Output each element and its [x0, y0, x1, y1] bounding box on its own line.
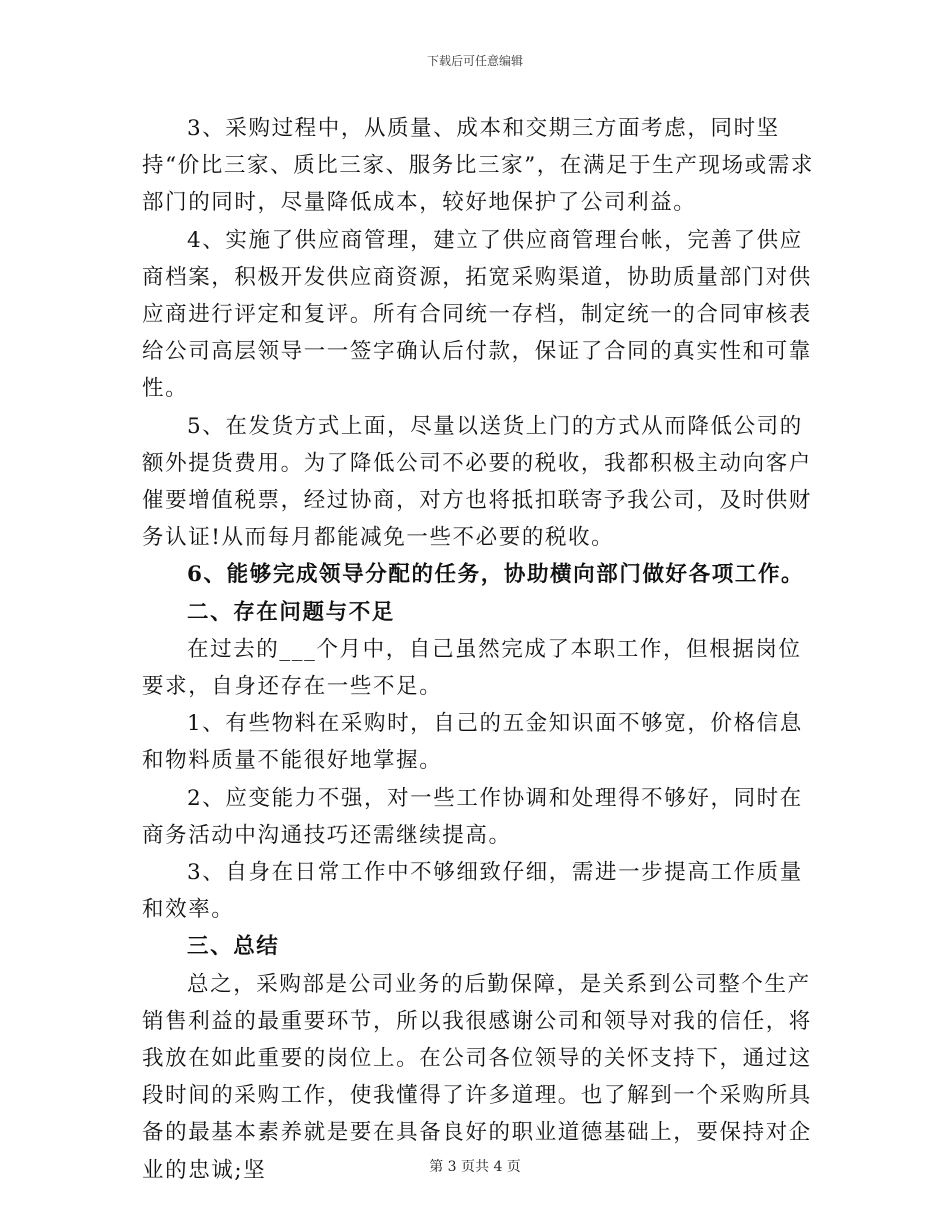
paragraph-complete-tasks: 6、能够完成领导分配的任务，协助横向部门做好各项工作。 — [187, 562, 805, 588]
paragraph-problem-2: 2、应变能力不强，对一些工作协调和处理得不够好，同时在商务活动中沟通技巧还需继续提高。 — [142, 785, 803, 848]
paragraph-procurement-process: 3、采购过程中，从质量、成本和交期三方面考虑，同时坚持“价比三家、质比三家、服务比三家”，在满足于生产现场或需求部门的同时，尽量降低成本，较好地保护了公司利益。 — [142, 116, 814, 216]
paragraph-supplier-management: 4、实施了供应商管理，建立了供应商管理台帐，完善了供应商档案，积极开发供应商资源，拓宽采购渠道，协助质量部门对供应商进行评定和复评。所有合同统一存档，制定统一的合同审核表给公司高层领导一一签字确认后付款，保证了合同的真实性和可靠性。 — [142, 227, 812, 402]
paragraph-delivery-method: 5、在发货方式上面，尽量以送货上门的方式从而降低公司的额外提货费用。为了降低公司不必要的税收，我都积极主动向客户催要增值税票，经过协商，对方也将抵扣联寄予我公司，及时供财务认证!从而每月都能减免一些不必要的税收。 — [142, 413, 812, 551]
document-body — [142, 110, 822, 1189]
page-header: 下载后可任意编辑 — [426, 54, 523, 68]
paragraph-problems-intro: 在过去的___个月中，自己虽然完成了本职工作，但根据岗位要求，自身还存在一些不足。 — [142, 636, 802, 700]
page-footer: 第 3 页共 4 页 — [429, 1159, 521, 1175]
paragraph-problem-3: 3、自身在日常工作中不够细致仔细，需进一步提高工作质量和效率。 — [142, 860, 803, 923]
section-heading-problems: 二、存在问题与不足 — [187, 599, 395, 625]
section-heading-summary: 三、总结 — [187, 934, 280, 960]
paragraph-summary: 总之，采购部是公司业务的后勤保障，是关系到公司整个生产销售利益的最重要环节，所以我很感谢公司和领导对我的信任，将我放在如此重要的岗位上。在公司各位领导的关怀支持下，通过这段时间的采购工作，使我懂得了许多道理。也了解到一个采购所具备的最基本素养就是要在具备良好的职业道德基础上，要保持对企业的忠诚;坚 — [142, 971, 812, 1183]
paragraph-problem-1: 1、有些物料在采购时，自己的五金知识面不够宽，价格信息和物料质量不能很好地掌握。 — [142, 711, 803, 774]
